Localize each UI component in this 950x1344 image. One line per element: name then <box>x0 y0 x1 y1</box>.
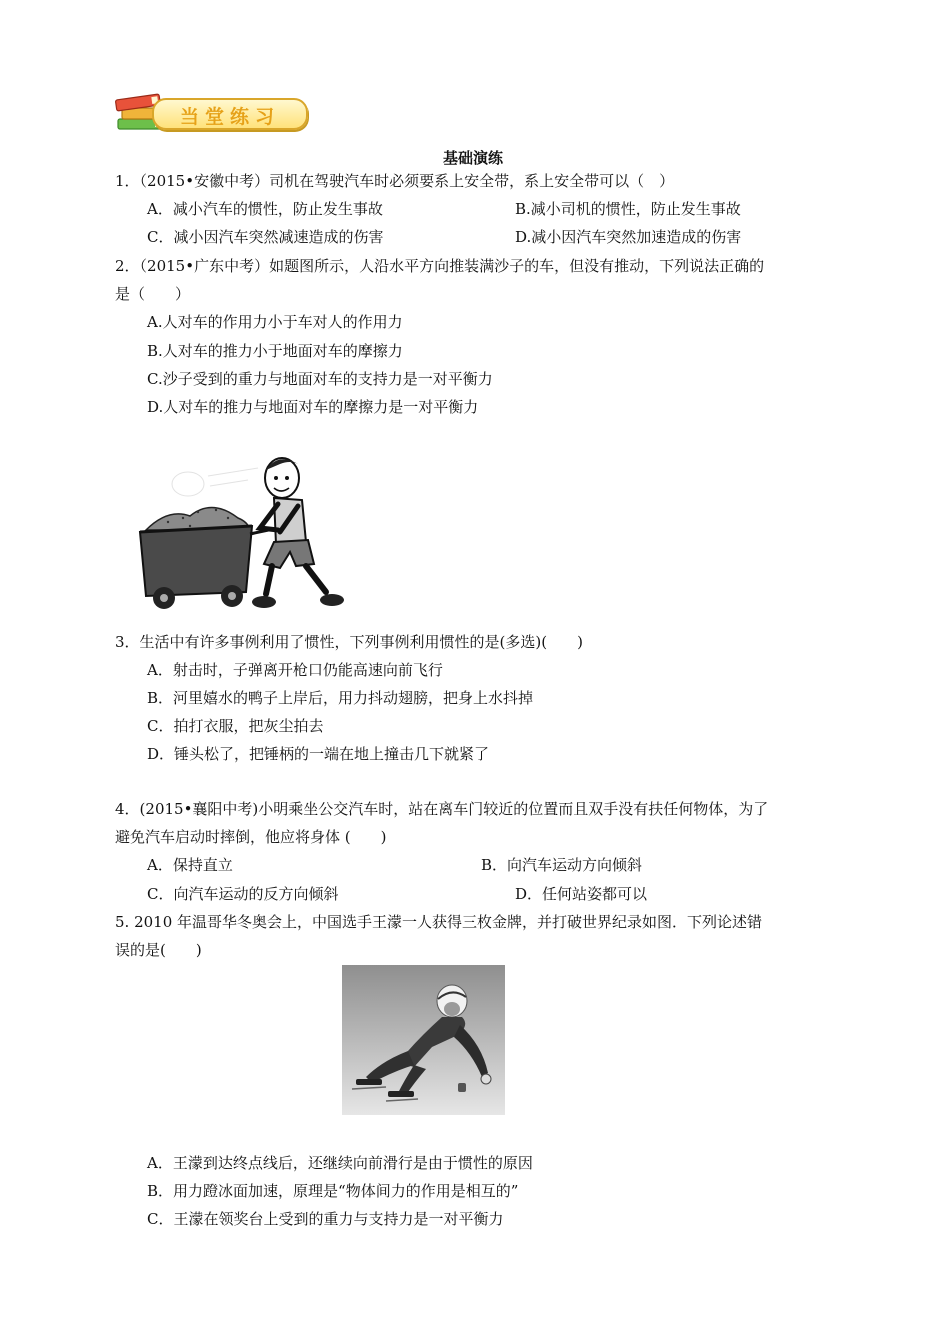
question-1-option-c: C．减小因汽车突然减速造成的伤害 <box>147 228 384 246</box>
speed-skater-photo <box>342 965 505 1115</box>
question-4-option-b: B．向汽车运动方向倾斜 <box>481 856 643 874</box>
question-5-option-c: C．王濛在领奖台上受到的重力与支持力是一对平衡力 <box>147 1210 504 1228</box>
question-5-option-b: B．用力蹬冰面加速，原理是“物体间力的作用是相互的” <box>147 1182 519 1200</box>
question-2-stem: 2．（2015•广东中考）如题图所示，人沿水平方向推装满沙子的车，但没有推动，下列说法正确的 <box>115 257 765 275</box>
question-3-stem: 3．生活中有许多事例利用了惯性，下列事例利用惯性的是(多选)( ) <box>115 633 583 651</box>
question-1-stem: 1．（2015•安徽中考）司机在驾驶汽车时必须要系上安全带，系上安全带可以（ ） <box>115 172 675 190</box>
question-5-stem: 5. 2010 年温哥华冬奥会上，中国选手王濛一人获得三枚金牌，并打破世界纪录如图．下列论述错 <box>115 913 763 931</box>
question-1-option-b: B.减小司机的惯性，防止发生事故 <box>515 200 741 218</box>
question-4-option-a: A．保持直立 <box>147 856 233 874</box>
section-title: 基础演练 <box>443 149 504 167</box>
section-banner <box>112 91 312 135</box>
question-3-option-b: B．河里嬉水的鸭子上岸后，用力抖动翅膀，把身上水抖掉 <box>147 689 534 707</box>
question-1-option-a: A．减小汽车的惯性，防止发生事故 <box>147 200 383 218</box>
question-4-option-c: C．向汽车运动的反方向倾斜 <box>147 885 339 903</box>
question-2-option-b: B.人对车的推力小于地面对车的摩擦力 <box>147 342 403 360</box>
question-2-option-a: A.人对车的作用力小于车对人的作用力 <box>147 313 403 331</box>
question-3-option-d: D．锤头松了，把锤柄的一端在地上撞击几下就紧了 <box>147 745 490 763</box>
question-5-option-a: A．王濛到达终点线后，还继续向前滑行是由于惯性的原因 <box>147 1154 533 1172</box>
question-3-option-c: C．拍打衣服，把灰尘拍去 <box>147 717 324 735</box>
banner-label: 当堂练习 <box>179 106 280 128</box>
question-4-stem-cont: 避免汽车启动时摔倒，他应将身体 ( ) <box>115 828 387 846</box>
question-2-option-d: D.人对车的推力与地面对车的摩擦力是一对平衡力 <box>147 398 479 416</box>
boy-pushing-cart-figure <box>128 446 354 616</box>
question-1-option-d: D.减小因汽车突然加速造成的伤害 <box>515 228 742 246</box>
question-2-stem-cont: 是（ ） <box>115 285 191 303</box>
banner-label-box <box>152 98 308 130</box>
question-4-option-d: D．任何站姿都可以 <box>515 885 648 903</box>
question-4-stem: 4．(2015•襄阳中考)小明乘坐公交汽车时，站在离车门较近的位置而且双手没有扶任何物体，为了 <box>115 800 769 818</box>
question-5-stem-cont: 误的是( ) <box>115 941 202 959</box>
question-3-option-a: A．射击时，子弹离开枪口仍能高速向前飞行 <box>147 661 443 679</box>
question-2-option-c: C.沙子受到的重力与地面对车的支持力是一对平衡力 <box>147 370 493 388</box>
